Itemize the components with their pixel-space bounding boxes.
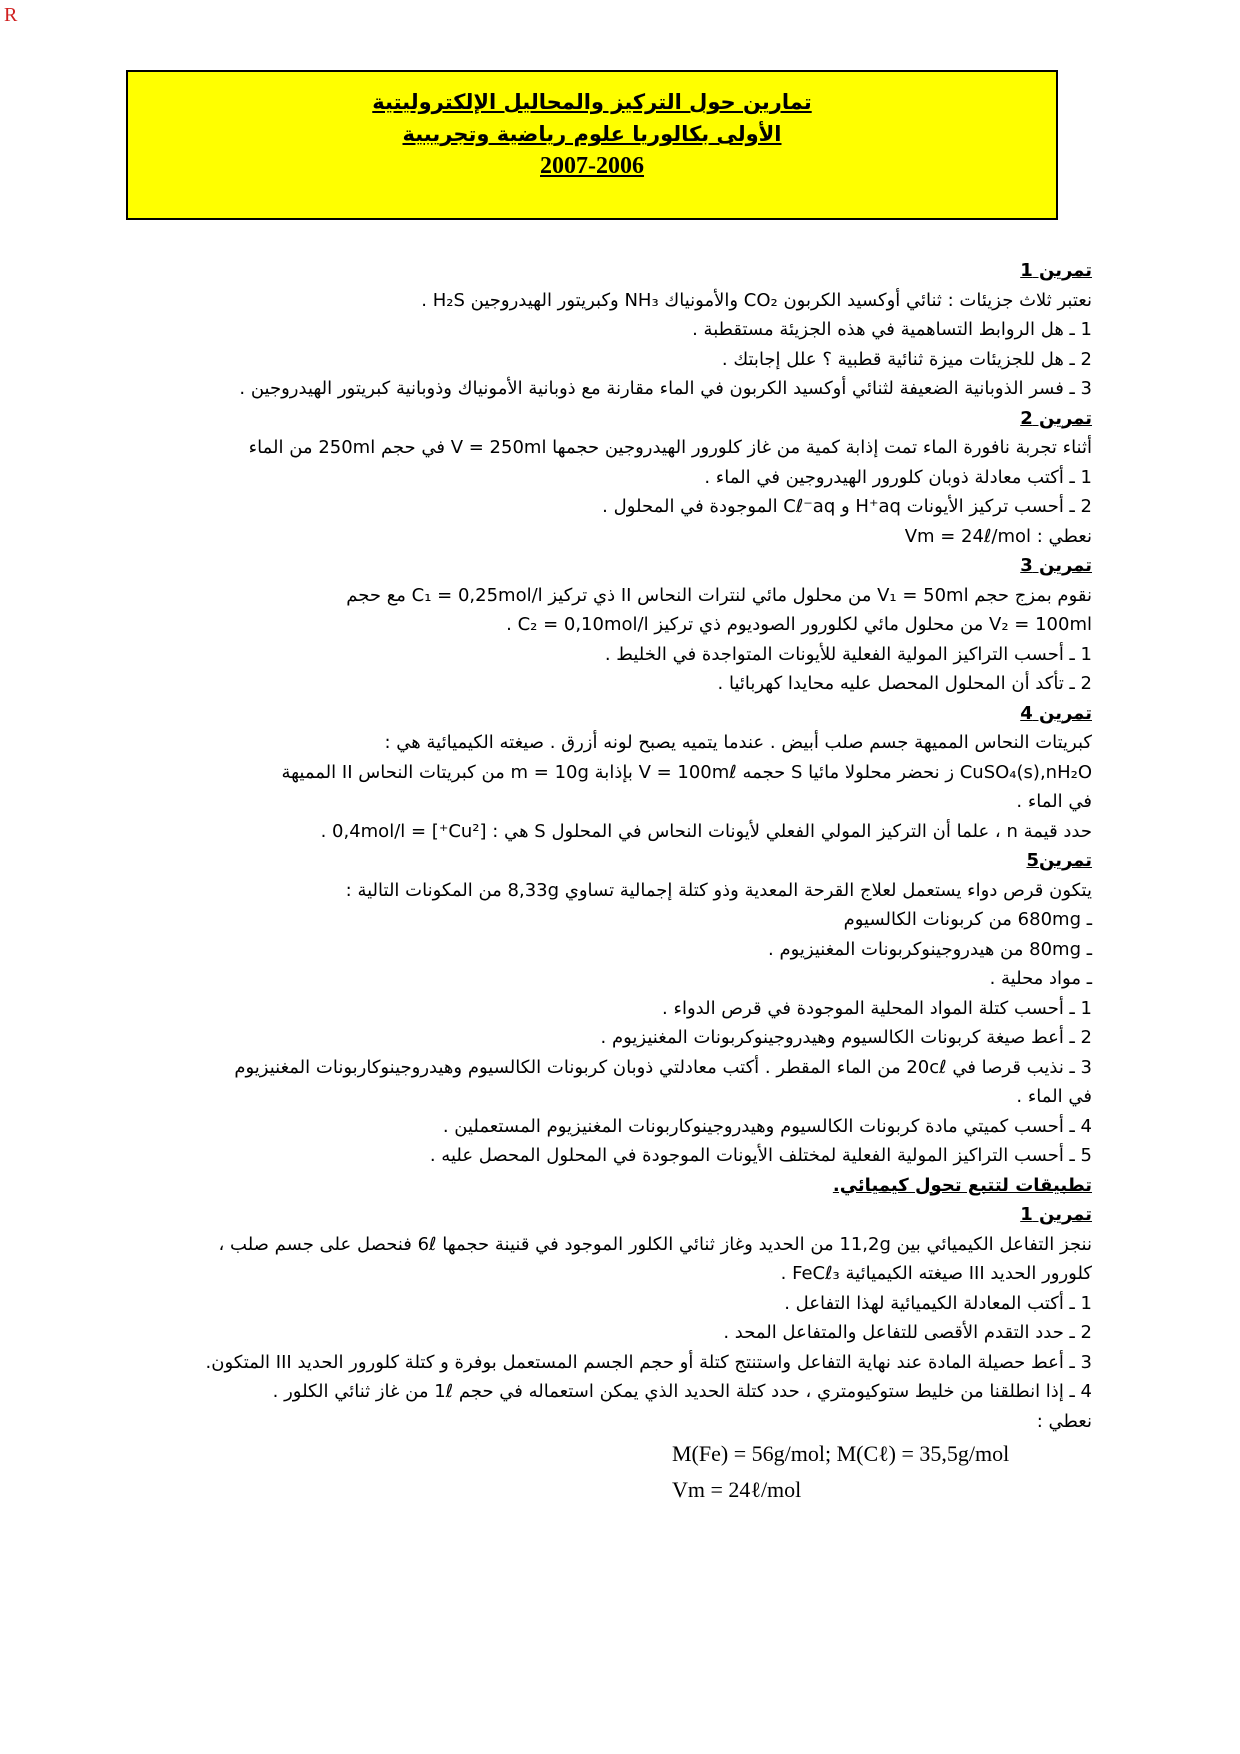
exercise-line: 1 ـ أكتب المعادلة الكيميائية لهذا التفاعل . [784,1292,1092,1314]
exercise-heading: تمرين 1 [1020,1204,1092,1225]
given-equation: Vm = 24ℓ/mol [672,1477,802,1502]
document-subtitle: الأولى بكالوريا علوم رياضية وتجريبية [402,122,782,146]
exercise-line: كلورور الحديد III صيغته الكيميائية FeCℓ₃ . [780,1263,1092,1284]
exercise-line: نقوم بمزج حجم V₁ = 50ml من محلول مائي لنترات النحاس II ذي تركيز C₁ = 0,25mol/l مع حجم [346,584,1092,606]
exercise-line: 1 ـ أحسب التراكيز المولية الفعلية للأيونات المتواجدة في الخليط . [604,643,1092,665]
exercise-line: 2 ـ تأكد أن المحلول المحصل عليه محايدا كهربائيا . [717,673,1092,694]
exercise-line: أثناء تجربة نافورة الماء تمت إذابة كمية من غاز كلورور الهيدروجين حجمها V = 250ml في حجم 250ml من الماء [248,437,1092,458]
exercise-line: 2 ـ حدد التقدم الأقصى للتفاعل والمتفاعل المحد . [723,1322,1092,1343]
exercise-line: ـ 80mg من هيدروجينوكربونات المغنيزيوم . [768,938,1092,960]
corner-mark: R [4,4,18,26]
exercise-line: 2 ـ أعط صيغة كربونات الكالسيوم وهيدروجينوكربونات المغنيزيوم . [600,1027,1092,1048]
exercise-line: 4 ـ إذا انطلقنا من خليط ستوكيومتري ، حدد كتلة الحديد الذي يمكن استعماله في حجم 1ℓ من غاز ثنائي الكلور . [272,1381,1092,1402]
exercise-line: ـ مواد محلية . [989,968,1092,989]
exercise-line: نعطي : [1036,1410,1092,1432]
exercise-heading: تطبيقات لتتبع تحول كيميائي. [832,1174,1092,1196]
school-year: 2007-2006 [540,153,644,179]
document-title: تمارين حول التركيز والمحاليل الإلكتروليتية [372,90,812,114]
exercise-line: يتكون قرص دواء يستعمل لعلاج القرحة المعدية وذو كتلة إجمالية تساوي 8,33g من المكونات التالية : [345,879,1092,901]
exercise-line: 2 ـ هل للجزيئات ميزة ثنائية قطبية ؟ علل إجابتك . [721,348,1092,370]
exercise-heading: تمرين 4 [1020,702,1092,724]
exercise-line: 1 ـ هل الروابط التساهمية في هذه الجزيئة مستقطبة . [692,319,1092,340]
exercise-line: نعطي : Vm = 24ℓ/mol [904,525,1092,547]
exercise-body [152,256,1092,1508]
exercise-line: 2 ـ أحسب تركيز الأيونات H⁺aq و Cℓ⁻aq الموجودة في المحلول . [602,496,1092,517]
exercise-line: 1 ـ أكتب معادلة ذوبان كلورور الهيدروجين في الماء . [704,466,1092,488]
exercise-line: ننجز التفاعل الكيميائي بين 11,2g من الحديد وغاز ثنائي الكلور الموجود في قنينة حجمها 6ℓ فنحصل على جسم صلب ، [218,1233,1092,1255]
exercise-line: كبريتات النحاس المميهة جسم صلب أبيض . عندما يتميه يصبح لونه أزرق . صيغته الكيميائية هي : [384,732,1092,753]
exercise-line: 4 ـ أحسب كميتي مادة كربونات الكالسيوم وهيدروجينوكاربونات المغنيزيوم المستعملين . [442,1115,1092,1137]
exercise-heading: تمرين5 [1026,850,1092,871]
exercise-line: 3 ـ فسر الذوبانية الضعيفة لثنائي أوكسيد الكربون في الماء مقارنة مع ذوبانية الأمونياك وذوبانية كبريتور الهيدروجين . [239,378,1092,399]
exercise-heading: تمرين 3 [1020,555,1092,576]
exercise-heading: تمرين 1 [1020,260,1092,281]
exercise-line: V₂ = 100ml من محلول مائي لكلورور الصوديوم ذي تركيز C₂ = 0,10mol/l . [506,614,1092,635]
exercise-line: 5 ـ أحسب التراكيز المولية الفعلية لمختلف الأيونات الموجودة في المحلول المحصل عليه . [429,1145,1092,1166]
title-box [126,70,1058,220]
exercise-line: ـ 680mg من كربونات الكالسيوم [843,909,1092,930]
exercise-line: 3 ـ نذيب قرصا في 20cℓ من الماء المقطر . أكتب معادلتي ذوبان كربونات الكالسيوم وهيدروجينوكاربونات المغنيزيوم [234,1056,1092,1078]
exercise-line: نعتبر ثلاث جزيئات : ثنائي أوكسيد الكربون CO₂ والأمونياك NH₃ وكبريتور الهيدروجين H₂S . [421,289,1092,311]
exercise-heading: تمرين 2 [1020,407,1092,429]
exercise-line: في الماء . [1016,1086,1092,1107]
given-equation: M(Fe) = 56g/mol; M(Cℓ) = 35,5g/mol [672,1441,1010,1466]
exercise-line: في الماء . [1016,791,1092,812]
exercise-line: 3 ـ أعط حصيلة المادة عند نهاية التفاعل واستنتج كتلة أو حجم الجسم المستعمل بوفرة و كتلة كلورور الحديد III المتكون. [205,1351,1092,1373]
exercise-line: 1 ـ أحسب كتلة المواد المحلية الموجودة في قرص الدواء . [662,997,1092,1019]
exercise-line: حدد قيمة n ، علما أن التركيز المولي الفعلي لأيونات النحاس في المحلول S هي : [Cu²⁺] = 0,4mol/l . [320,820,1092,842]
exercise-line: CuSO₄(s),nH₂O ز نحضر محلولا مائيا S حجمه V = 100mℓ بإذابة m = 10g من كبريتات النحاس II المميهة [281,761,1092,783]
